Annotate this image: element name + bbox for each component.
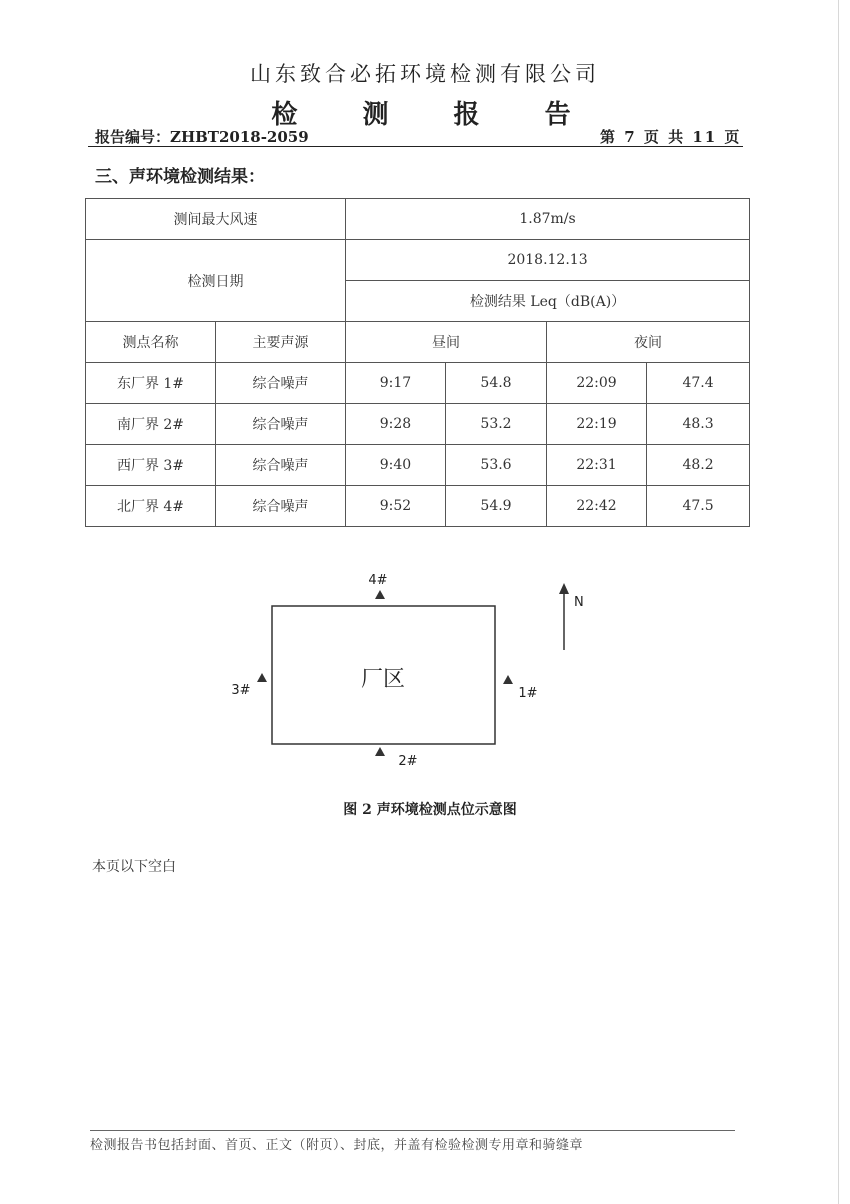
footer-note: 检测报告书包括封面、首页、正文（附页）、封底，并盖有检验检测专用章和骑缝章 [90, 1138, 584, 1153]
north-label: N [574, 595, 584, 610]
wind-label: 测间最大风速 [86, 199, 346, 240]
footer-rule [90, 1130, 735, 1131]
north-arrow-icon [559, 583, 569, 594]
col-night: 夜间 [547, 322, 750, 363]
point-2-marker [375, 747, 385, 756]
night-time: 22:42 [547, 486, 647, 527]
noise-results-table [85, 198, 750, 527]
monitoring-point-diagram [0, 560, 850, 810]
point-2-label: 2# [398, 754, 418, 769]
day-value: 54.8 [446, 363, 547, 404]
day-time: 9:28 [346, 404, 446, 445]
figure-caption: 图 2 声环境检测点位示意图 [343, 802, 517, 818]
point-name: 西厂界 3# [86, 445, 216, 486]
point-4-marker [375, 590, 385, 599]
day-time: 9:40 [346, 445, 446, 486]
report-title: 检 测 报 告 [271, 100, 599, 130]
day-time: 9:52 [346, 486, 446, 527]
page-number: 第 7 页 共 11 页 [600, 128, 742, 146]
noise-source: 综合噪声 [216, 486, 346, 527]
day-time: 9:17 [346, 363, 446, 404]
day-value: 53.2 [446, 404, 547, 445]
noise-source: 综合噪声 [216, 404, 346, 445]
date-label: 检测日期 [86, 240, 346, 322]
night-value: 47.4 [647, 363, 750, 404]
table-row [86, 404, 750, 445]
result-label: 检测结果 Leq（dB(A)） [346, 281, 750, 322]
point-3-label: 3# [231, 683, 251, 698]
table-row [86, 363, 750, 404]
point-name: 北厂界 4# [86, 486, 216, 527]
point-4-label: 4# [368, 573, 388, 588]
date-row [86, 240, 750, 281]
night-time: 22:19 [547, 404, 647, 445]
wind-row [86, 199, 750, 240]
point-name: 南厂界 2# [86, 404, 216, 445]
night-value: 48.2 [647, 445, 750, 486]
date-value: 2018.12.13 [346, 240, 750, 281]
night-time: 22:31 [547, 445, 647, 486]
column-header-row [86, 322, 750, 363]
wind-value: 1.87m/s [346, 199, 750, 240]
report-number: 报告编号：ZHBT2018-2059 [95, 128, 309, 146]
table-row [86, 486, 750, 527]
section-title: 三、声环境检测结果： [95, 167, 265, 187]
noise-source: 综合噪声 [216, 363, 346, 404]
day-value: 54.9 [446, 486, 547, 527]
night-time: 22:09 [547, 363, 647, 404]
noise-source: 综合噪声 [216, 445, 346, 486]
col-point: 测点名称 [86, 322, 216, 363]
day-value: 53.6 [446, 445, 547, 486]
blank-note: 本页以下空白 [92, 859, 176, 875]
point-1-marker [503, 675, 513, 684]
night-value: 48.3 [647, 404, 750, 445]
col-day: 昼间 [346, 322, 547, 363]
col-source: 主要声源 [216, 322, 346, 363]
point-name: 东厂界 1# [86, 363, 216, 404]
point-1-label: 1# [518, 686, 538, 701]
table-row [86, 445, 750, 486]
company-name: 山东致合必拓环境检测有限公司 [250, 62, 600, 86]
night-value: 47.5 [647, 486, 750, 527]
plant-area-label: 厂区 [360, 667, 406, 692]
header-rule [88, 146, 743, 147]
point-3-marker [257, 673, 267, 682]
